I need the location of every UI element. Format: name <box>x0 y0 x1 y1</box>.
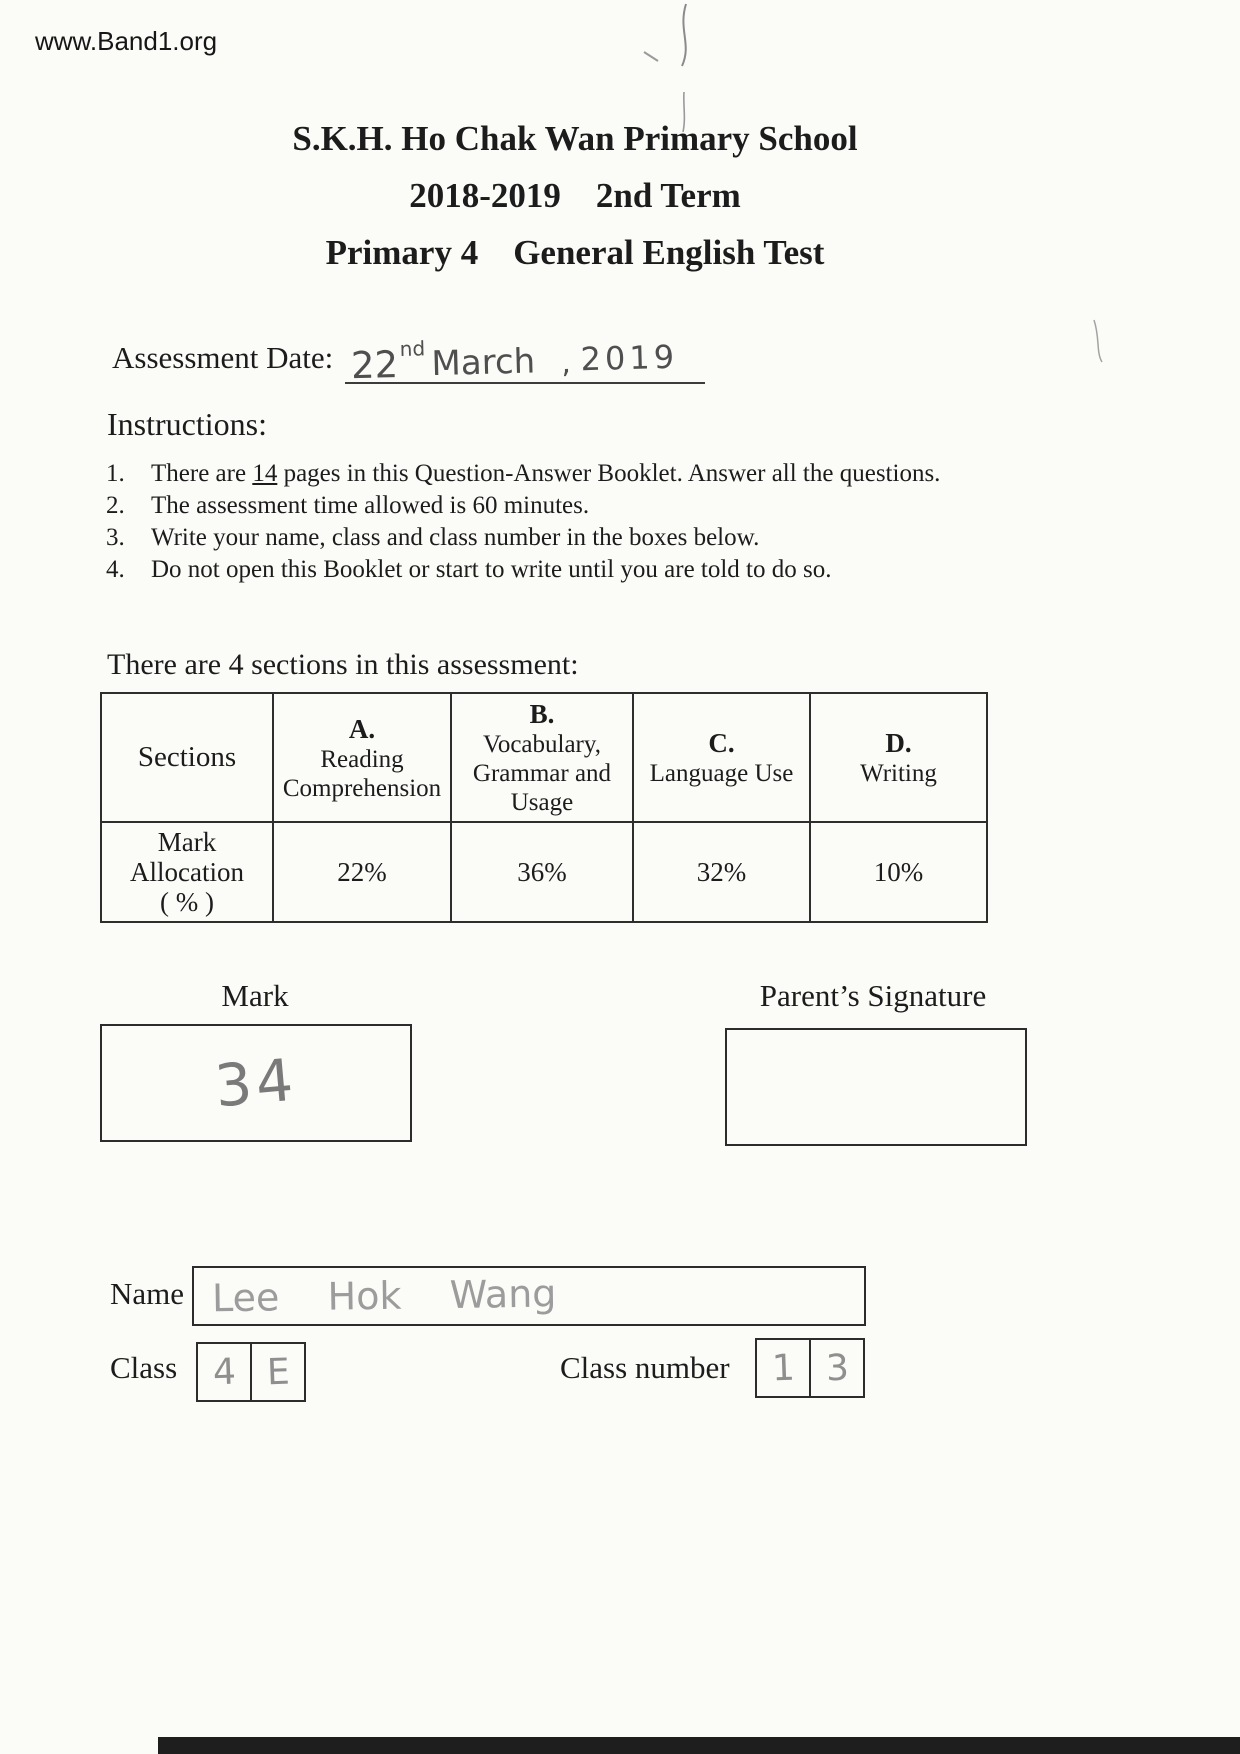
class-number-cell-2 <box>809 1340 863 1396</box>
handwritten-ordinal: nd <box>399 336 426 361</box>
instructions-list <box>106 460 1106 588</box>
section-letter: D. <box>885 728 912 758</box>
allocation-value-d: 10% <box>810 822 987 922</box>
handwritten-class-number-digit: 1 <box>770 1347 796 1389</box>
section-name: Writing <box>860 760 937 787</box>
name-label: Name <box>110 1276 185 1311</box>
section-letter: A. <box>348 713 376 744</box>
website-watermark: www.Band1.org <box>35 26 218 56</box>
table-cell-section-b <box>451 693 633 822</box>
handwritten-class-letter: E <box>265 1351 291 1393</box>
class-number-box <box>755 1338 865 1398</box>
mark-label: Mark <box>221 978 289 1013</box>
table-cell-section-d <box>810 693 987 822</box>
table-cell-section-a <box>273 693 451 822</box>
section-letter: B. <box>529 699 555 729</box>
mark-allocation-label: Mark <box>157 827 217 857</box>
assessment-date-blank <box>345 326 705 388</box>
assessment-date-label: Assessment Date: <box>112 340 334 375</box>
instruction-text: Do not open this Booklet or start to write until you are told to do so. <box>151 556 832 583</box>
instructions-heading: Instructions: <box>107 406 267 442</box>
class-number-label: Class number <box>560 1350 730 1385</box>
sections-intro: There are 4 sections in this assessment: <box>107 648 579 681</box>
handwritten-class-number-digit: 3 <box>824 1347 850 1389</box>
parent-signature-box <box>725 1028 1027 1146</box>
allocation-value-a: 22% <box>273 822 451 922</box>
scan-edge-strip <box>158 1737 1240 1754</box>
instruction-number: 3. <box>106 524 125 551</box>
mark-allocation-label: Allocation <box>130 857 244 887</box>
instruction-text-post: pages in this Question-Answer Booklet. Answer all the questions. <box>277 460 941 487</box>
instruction-item-3 <box>106 524 1106 551</box>
document-header <box>0 110 1150 281</box>
class-cell-2 <box>250 1344 304 1400</box>
school-name: S.K.H. Ho Chak Wan Primary School <box>292 119 858 158</box>
instruction-item-1 <box>106 460 1106 487</box>
table-cell-sections: Sections <box>101 693 273 822</box>
instruction-number: 2. <box>106 492 125 519</box>
instruction-number: 4. <box>106 556 125 583</box>
table-cell-mark-allocation <box>101 822 273 922</box>
instruction-text: Write your name, class and class number in the boxes below. <box>151 524 760 551</box>
handwritten-date <box>351 336 679 387</box>
handwritten-month: March <box>431 341 536 385</box>
section-name: Reading Comprehension <box>282 745 442 802</box>
class-box <box>196 1342 306 1402</box>
sections-table <box>100 692 988 923</box>
table-marks-row <box>101 822 987 922</box>
parent-signature-label: Parent’s Signature <box>759 978 987 1013</box>
handwritten-name: Lee Hok Wang <box>211 1271 557 1321</box>
section-letter: C. <box>708 728 735 758</box>
test-title: Primary 4 General English Test <box>325 233 825 272</box>
allocation-value-b: 36% <box>451 822 633 922</box>
class-cell-1 <box>198 1344 250 1400</box>
table-header-row <box>101 693 987 822</box>
instruction-item-2 <box>106 492 1106 519</box>
mark-box <box>100 1024 412 1142</box>
scan-artifact-stray-line <box>1080 310 1120 370</box>
assessment-date-row <box>112 326 705 388</box>
allocation-value-c: 32% <box>633 822 810 922</box>
section-name: Language Use <box>649 760 794 787</box>
handwritten-class-digit: 4 <box>211 1351 237 1393</box>
instruction-text-pre: There are <box>151 460 253 487</box>
term-title: 2018-2019 2nd Term <box>409 176 741 215</box>
handwritten-comma: , <box>561 345 572 381</box>
handwritten-day: 22 <box>350 343 399 388</box>
instruction-text: The assessment time allowed is 60 minutes. <box>151 492 590 519</box>
handwritten-year: 2019 <box>580 337 679 379</box>
instruction-number: 1. <box>106 460 125 487</box>
instruction-item-4 <box>106 556 1106 583</box>
class-label: Class <box>110 1350 178 1385</box>
table-cell-section-c <box>633 693 810 822</box>
instruction-text <box>151 460 1106 487</box>
name-box <box>192 1266 866 1326</box>
section-name: Vocabulary, Grammar and Usage <box>472 731 612 816</box>
instruction-text-underlined: 14 <box>252 460 278 487</box>
mark-allocation-label: ( % ) <box>160 887 214 917</box>
class-number-cell-1 <box>757 1340 809 1396</box>
handwritten-mark-value: 34 <box>212 1045 300 1121</box>
